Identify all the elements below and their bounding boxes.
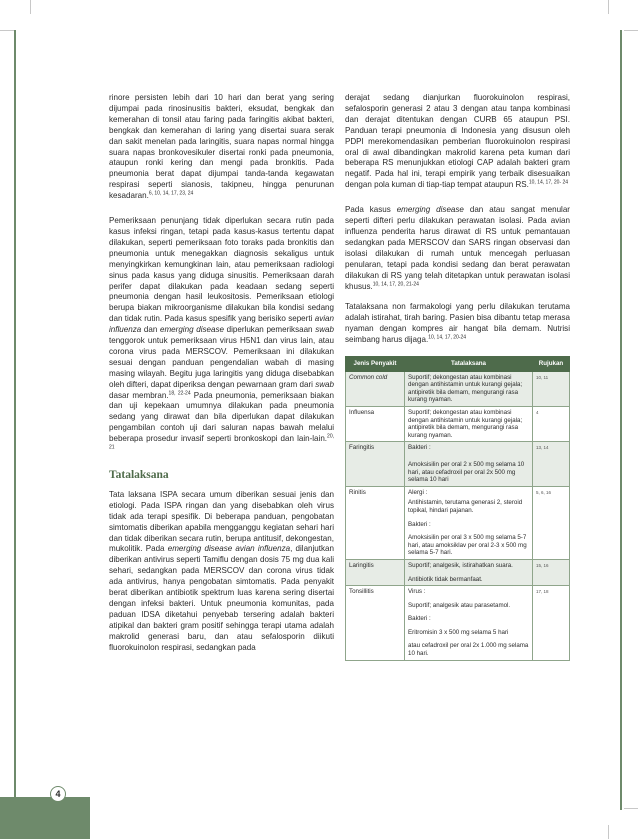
reference-cell: 13, 14	[533, 442, 570, 486]
corner-block	[0, 797, 90, 839]
paragraph: Pemeriksaan penunjang tidak diperlukan secara rutin pada kasus infeksi ringan, tetapi pada kasus-kasus tertentu dapat dilakukan, seperti pemeriksaan foto toraks pada bronkitis dan pneumonia untuk menegakkan diagnosis sekaligus untuk menyingkirkan kemungkinan lain, atau pemeriksaan radiologi sinus pada kasus yang diduga sinusitis. Pemeriksaan darah perifer dapat dilakukan pada keadaan sedang seperti pneumonia dengan hasil leukositosis. Pemeriksaan etiologi berupa biakan mikroorganisme dilakukan bila kondisi sedang dan tidak rutin. Pada kasus spesifik yang berisiko seperti avian influenza dan emerging disease diperlukan pemeriksaan swab tenggorok untuk pemeriksaan virus H5N1 dan virus lain, atau corona virus pada MERSCOV. Pemeriksaan ini dilakukan sesuai dengan panduan pengendalian wabah di masing masing wilayah. Begitu juga laringitis yang diduga disebabkan oleh difteri, dapat diperiksa dengan pewarnaan gram dari swab dasar membran.$^{18, 22-24}$ Pada pneumonia, pemeriksaan biakan dan uji kepekaan umumnya dilakukan pada pneumonia sedang yang dirawat dan bila diperlukan dapat dilakukan pengambilan contoh uji dari saluran napas bawah melalui beberapa prosedur invasif seperti bronkoskopi dan lain-lain.$^{20, 21}$	[109, 216, 334, 451]
left-column	[109, 93, 334, 664]
table-row	[346, 442, 570, 486]
reference-cell: 17, 18	[533, 586, 570, 661]
table-row	[346, 486, 570, 559]
header-treatment: Tatalaksana	[405, 357, 533, 372]
treatment-cell: Suportif; dekongestan atau kombinasi dengan antihistamin untuk kurangi gejala; antipiretik bila demam, mengurangi rasa kurang nyaman.	[405, 371, 533, 406]
page-number: 4	[50, 786, 66, 802]
treatment-cell: Bakteri : Amoksisilin per oral 2 x 500 mg selama 10 hari, atau cefadroxil per oral 2x 500 mg selama 10 hari	[405, 442, 533, 486]
treatment-cell: Virus : Suportif; analgesik atau parasetamol. Bakteri : Eritromisin 3 x 500 mg selama 5 hari atau cefadroxil per oral 2x 1.000 mg selama 10 hari.	[405, 586, 533, 661]
crop-mark	[0, 30, 14, 31]
reference-cell: 4	[533, 407, 570, 442]
reference-cell: 15, 16	[533, 559, 570, 585]
paragraph: rinore persisten lebih dari 10 hari dan berat yang sering dijumpai pada rinosinusitis bakteri, eksudat, bengkak dan kemerahan di tonsil atau faring pada faringitis akibat bakteri, bengkak dan kemerahan di laring yang disertai suara serak dan sakit menelan pada laringitis, suara napas normal hingga suara napas bronkovesikuler disertai ronki pada pneumonia, ataupun ronki kering dan mengi pada bronkitis. Pada pneumonia berat dapat dijumpai tanda-tanda kegawatan respirasi seperti sianosis, takipneu, hingga penurunan kesadaran.$^{6, 10, 14, 17, 23, 24}$	[109, 93, 334, 201]
reference-cell: 5, 6, 16	[533, 486, 570, 559]
table-row	[346, 407, 570, 442]
disease-cell: Influensa	[346, 407, 405, 442]
table-row	[346, 559, 570, 585]
header-reference: Rujukan	[533, 357, 570, 372]
table-header-row	[346, 357, 570, 372]
header-disease: Jenis Penyakit	[346, 357, 405, 372]
crop-mark	[624, 808, 638, 809]
paragraph: Pada kasus emerging disease dan atau sangat menular seperti difteri perlu dilakukan perawatan isolasi. Pada avian influenza penderita harus dirawat di RS untuk pemantauan sedangkan pada MERSCOV dan SARS ringan observasi dan isolasi dilakukan di rumah untuk mencegah perluasan penularan, tetapi pada kondisi sedang dan berat perawatan dilakukan di RS yang telah ditetapkan untuk perawatan isolasi khusus.$^{10, 14, 17, 20, 21-24}$	[345, 205, 570, 291]
paragraph: derajat sedang dianjurkan fluorokuinolon respirasi, sefalosporin generasi 2 atau 3 dengan atau tanpa kombinasi dan derajat ditentukan dengan CURB 65 ataupun PSI. Panduan terapi pneumonia di Indonesia yang disusun oleh PDPI merekomendasikan pemberian fluorokuinolon respirasi oral di awal dibandingkan makrolid karena peta kuman dari beberapa RS menunjukkan etiologi CAP adalah bakteri gram negatif. Pada hal ini, terapi empirik yang terbaik disesuaikan dengan pola kuman di tiap-tiap tempat ataupun RS.$^{10, 14, 17, 20- 24}$	[345, 93, 570, 190]
right-green-strip	[620, 30, 622, 810]
disease-cell: Laringitis	[346, 559, 405, 585]
disease-cell: Faringitis	[346, 442, 405, 486]
treatment-cell: Alergi : Antihistamin, terutama generasi 2, steroid topikal, hindari pajanan. Bakteri : Amoksisilin per oral 3 x 500 mg selama 5-7 hari, atau amoksiklav per oral 2-3 x 500 mg selama 5-7 hari.	[405, 486, 533, 559]
right-column	[345, 93, 570, 661]
disease-cell: Common cold	[346, 371, 405, 406]
crop-mark	[608, 0, 609, 14]
disease-cell: Rinitis	[346, 486, 405, 559]
crop-mark	[30, 0, 31, 14]
crop-mark	[608, 825, 609, 839]
reference-cell: 10, 11	[533, 371, 570, 406]
treatment-cell: Suportif; analgesik, istirahatkan suara. Antibiotik tidak bermanfaat.	[405, 559, 533, 585]
treatment-cell: Suportif; dekongestan atau kombinasi dengan antihistamin untuk kurangi gejala; antipiretik bila demam, mengurangi rasa kurang nyaman.	[405, 407, 533, 442]
table-row	[346, 371, 570, 406]
paragraph: Tata laksana ISPA secara umum diberikan sesuai jenis dan etiologi. Pada ISPA ringan dan yang disebabkan oleh virus tidak ada terapi spesifik. Di beberapa panduan, pengobatan simtomatis diberikan apabila mengganggu kegiatan sehari hari dan tidak diberikan secara rutin, berupa antitusif, dekongestan, mukolitik. Pada emerging disease avian influenza, dilanjutkan diberikan antivirus seperti Tamiflu dengan dosis 75 mg dua kali sehari, sedangkan pada MERSCOV dan corona virus tidak ada antivirus, hanya pengobatan simtomatis. Pada penyakit berat diberikan antibiotik spektrum luas karena sering disertai dengan infeksi bakteri. Untuk pneumonia komunitas, pada paduan IDSA diketahui penyebab tersering adalah bakteri atipikal dan bakteri gram positif sehingga terapi utama adalah makrolid generasi baru, dan atau sefalosporin diikuti fluorokuinolon respirasi, sedangkan pada	[109, 489, 334, 652]
section-heading: Tatalaksana	[109, 469, 169, 481]
table-row	[346, 586, 570, 661]
crop-mark	[624, 30, 638, 31]
treatment-table	[345, 356, 570, 661]
left-green-strip	[14, 30, 16, 798]
disease-cell: Tonsillitis	[346, 586, 405, 661]
paragraph: Tatalaksana non farmakologi yang perlu dilakukan terutama adalah istirahat, tirah baring. Pasien bisa dibantu tetap merasa nyaman dengan kompres air hangat bila demam. Nutrisi seimbang harus dijaga.$^{10, 14, 17, 20-24}$	[345, 302, 570, 345]
